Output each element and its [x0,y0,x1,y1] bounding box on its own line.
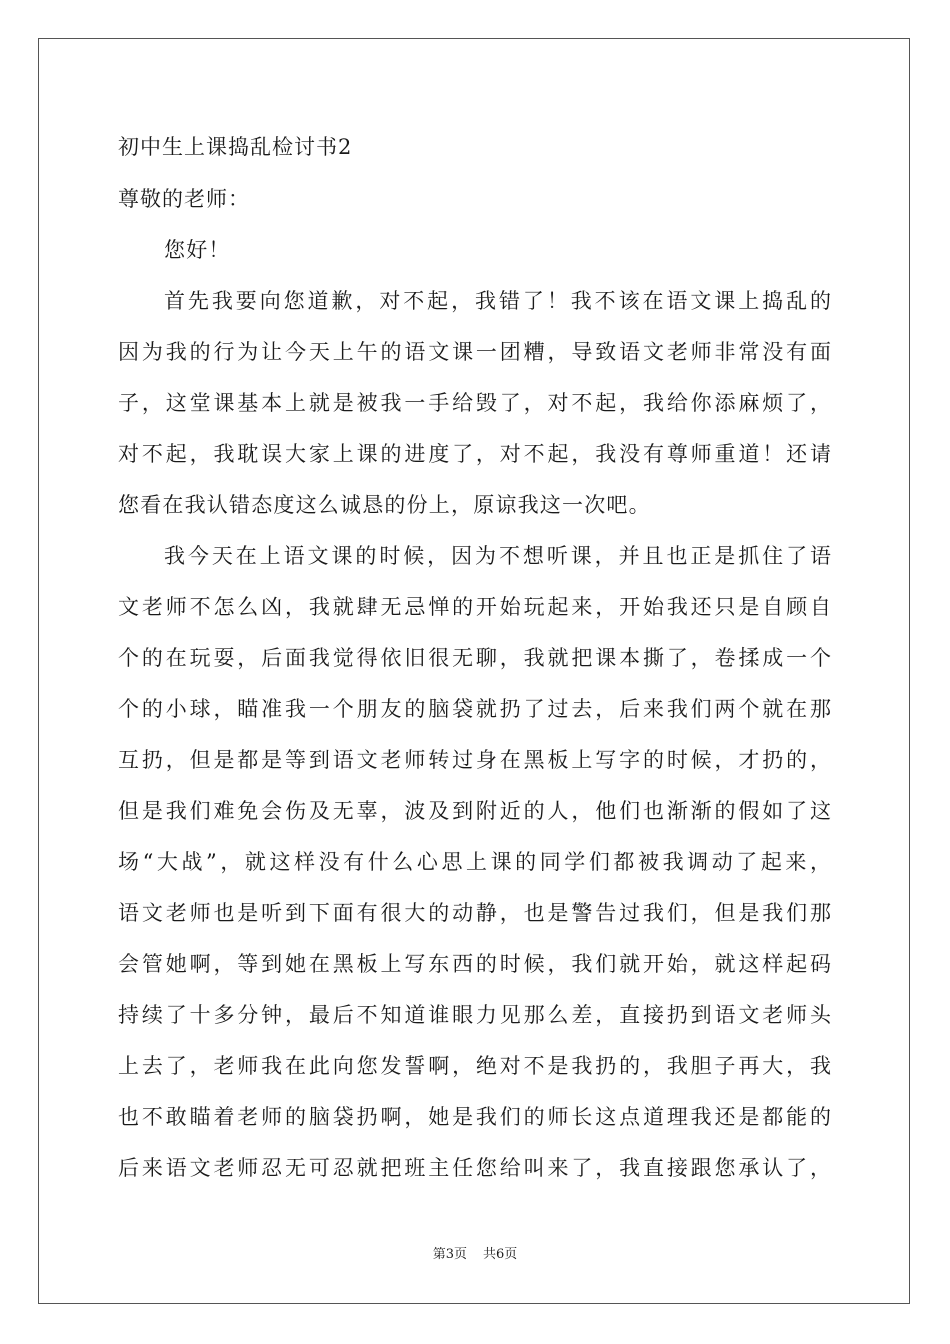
paragraph-line: 子，这堂课基本上就是被我一手给毁了，对不起，我给你添麻烦了， [118,391,831,415]
paragraph-line: 因为我的行为让今天上午的语文课一团糟，导致语文老师非常没有面 [118,340,831,364]
paragraph-line: 上去了，老师我在此向您发誓啊，绝对不是我扔的，我胆子再大，我 [118,1054,831,1078]
page-number: 第3页 [432,1247,467,1262]
paragraph-line: 会管她啊，等到她在黑板上写东西的时候，我们就开始，就这样起码 [118,952,831,976]
paragraph-line: 首先我要向您道歉，对不起，我错了！我不该在语文课上捣乱的 [164,289,831,313]
paragraph-line: 后来语文老师忍无可忍就把班主任您给叫来了，我直接跟您承认了， [118,1156,831,1180]
paragraph-line: 持续了十多分钟，最后不知道谁眼力见那么差，直接扔到语文老师头 [118,1003,831,1027]
paragraph-line: 也不敢瞄着老师的脑袋扔啊，她是我们的师长这点道理我还是都能的 [118,1105,831,1129]
paragraph-line: 个的小球，瞄准我一个朋友的脑袋就扔了过去，后来我们两个就在那 [118,697,831,721]
page-total: 共6页 [483,1247,518,1262]
paragraph-line: 场“大战”，就这样没有什么心思上课的同学们都被我调动了起来， [118,850,831,874]
paragraph-line: 语文老师也是听到下面有很大的动静，也是警告过我们，但是我们那 [118,901,831,925]
greeting: 您好！ [164,238,231,262]
paragraph-line: 但是我们难免会伤及无辜，波及到附近的人，他们也渐渐的假如了这 [118,799,831,823]
paragraph-line: 文老师不怎么凶，我就肆无忌惮的开始玩起来，开始我还只是自顾自 [118,595,831,619]
salutation: 尊敬的老师： [118,187,250,211]
paragraph-line: 对不起，我耽误大家上课的进度了，对不起，我没有尊师重道！还请 [118,442,831,466]
paragraph-line: 您看在我认错态度这么诚恳的份上，原谅我这一次吧。 [118,493,651,517]
paragraph-line: 个的在玩耍，后面我觉得依旧很无聊，我就把课本撕了，卷揉成一个 [118,646,831,670]
paragraph-line: 我今天在上语文课的时候，因为不想听课，并且也正是抓住了语 [164,544,831,568]
page-footer [0,1246,950,1264]
paragraph-line: 互扔，但是都是等到语文老师转过身在黑板上写字的时候，才扔的， [118,748,831,772]
document-title: 初中生上课捣乱检讨书2 [118,135,353,159]
